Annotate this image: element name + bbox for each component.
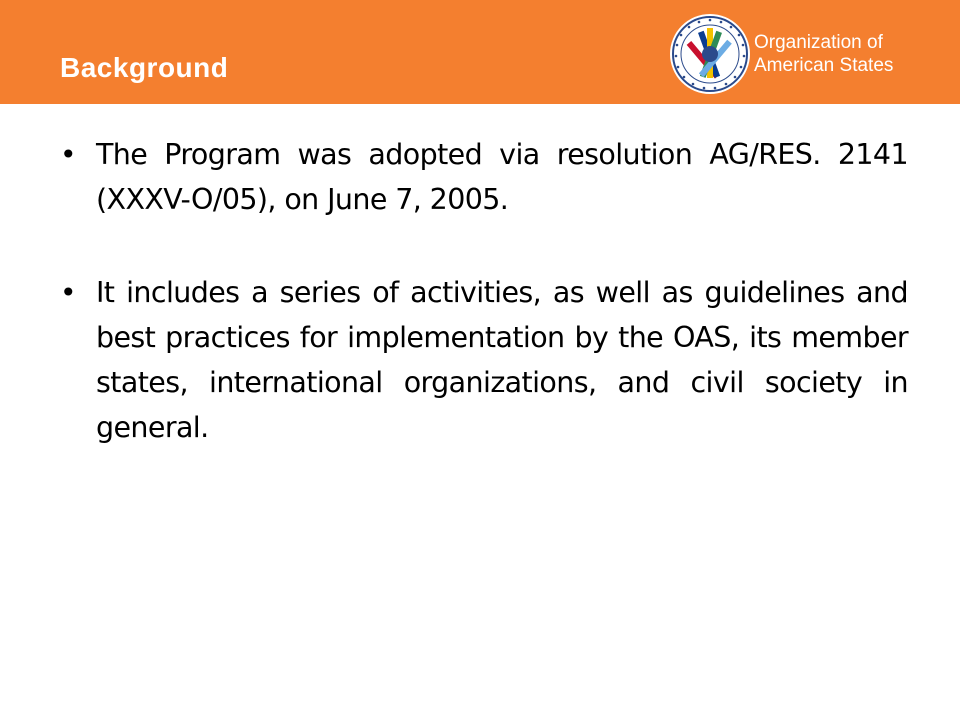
bullet-item	[60, 270, 908, 450]
oas-logo	[668, 12, 946, 96]
bullet-list	[60, 132, 908, 498]
bullet-text: It includes a series of activities, as well as guidelines and best practices for implementation by the OAS, its member states, international organizations, and civil society in general.	[96, 276, 908, 444]
bullet-marker-icon: •	[60, 138, 77, 171]
header-bar	[0, 0, 960, 104]
slide-title: Background	[60, 52, 229, 83]
organization-name	[754, 31, 893, 77]
organization-name-line1: Organization of	[754, 32, 883, 53]
oas-seal-icon	[668, 12, 752, 96]
bullet-text: The Program was adopted via resolution AG/RES. 2141 (XXXV-O/05), on June 7, 2005.	[96, 138, 908, 216]
bullet-marker-icon: •	[60, 276, 77, 309]
organization-name-line2: American States	[754, 55, 894, 76]
bullet-item	[60, 132, 908, 222]
